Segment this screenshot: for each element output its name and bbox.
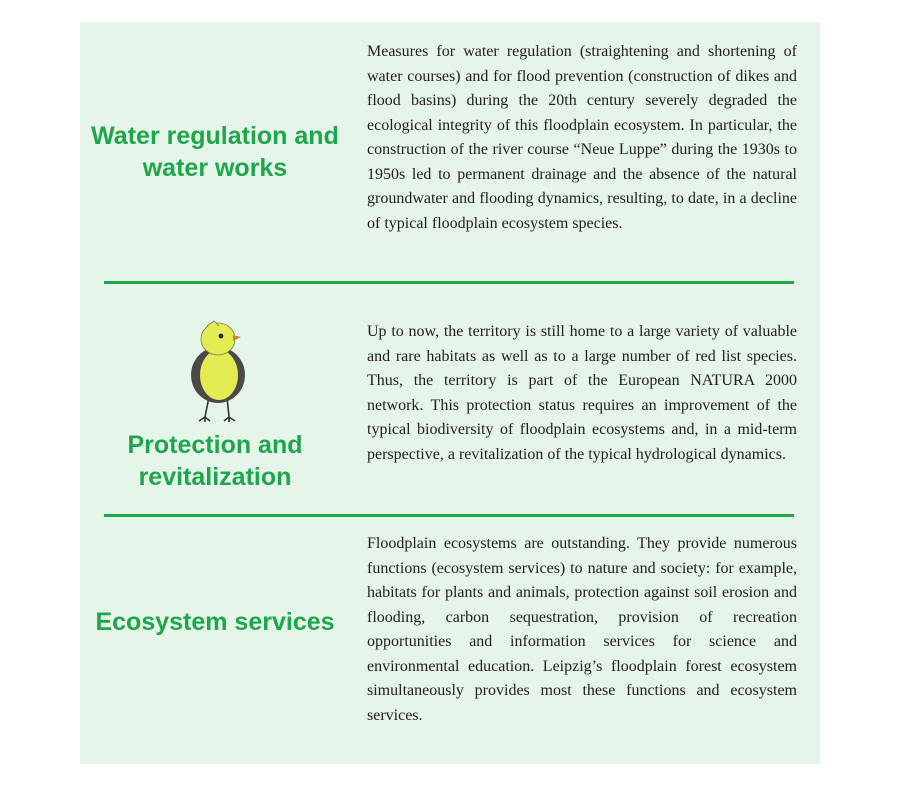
section-text-ecosystem-services: Floodplain ecosystems are outstanding. They provide numerous functions (ecosystem services) to nature and society: for example, habitats for plants and animals, protection against soil erosion and flooding, carbon sequestration, provision of recreation opportunities and information services for science and environmental education. Leipzig’s floodplain forest ecosystem simultaneously provides most these functions and ecosystem services.	[367, 535, 797, 724]
section-heading-water-regulation: Water regulation and water works	[91, 122, 339, 182]
section-heading-protection: Protection and revitalization	[127, 431, 303, 491]
bird-illustration-icon	[183, 317, 253, 427]
section-text-water-regulation: Measures for water regulation (straightening and shortening of water courses) and for flood prevention (construction of dikes and flood basins) during the 20th century severely degraded the ecological integrity of this floodplain ecosystem. In particular, the construction of the river course “Neue Luppe” during the 1930s to 1950s led to permanent drainage and the absence of the natural groundwater and flooding dynamics, resulting, to date, in a decline of typical floodplain ecosystem species.	[367, 43, 797, 232]
section-text-protection: Up to now, the territory is still home to a large variety of valuable and rare habitats as well as to a large number of red list species. Thus, the territory is part of the European NATURA 2000 network. This protection status requires an improvement of the typical biodiversity of floodplain ecosystems and, in a mid-term perspective, a revitalization of the typical hydrological dynamics.	[367, 323, 797, 463]
section-divider	[104, 514, 794, 517]
content-panel	[80, 22, 820, 764]
section-heading-ecosystem-services: Ecosystem services	[95, 608, 335, 636]
section-divider	[104, 281, 794, 284]
